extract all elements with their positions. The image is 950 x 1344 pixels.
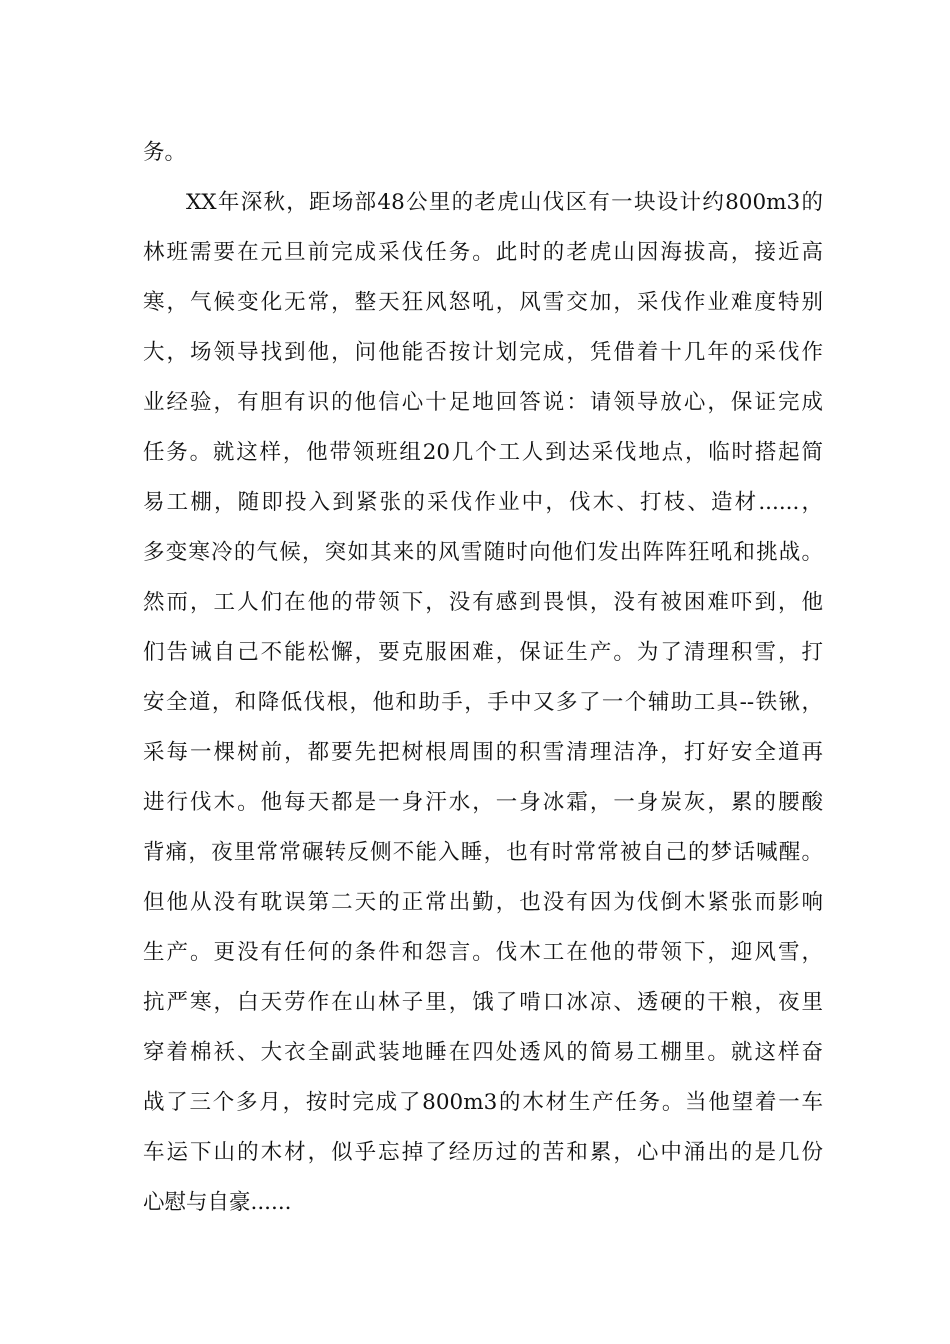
- text-line: 林班需要在元旦前完成采伐任务。此时的老虎山因海拔高，接近高: [143, 240, 823, 265]
- text-line: 然而，工人们在他的带领下，没有感到畏惧，没有被困难吓到，他: [143, 590, 823, 615]
- text-line: 大，场领导找到他，问他能否按计划完成，凭借着十几年的采伐作: [143, 340, 823, 365]
- text-line: 车运下山的木材，似乎忘掉了经历过的苦和累，心中涌出的是几份: [143, 1140, 823, 1165]
- text-line: 进行伐木。他每天都是一身汗水，一身冰霜，一身炭灰，累的腰酸: [143, 790, 823, 815]
- text-line: 务。: [143, 140, 187, 165]
- text-line: 寒，气候变化无常，整天狂风怒吼，风雪交加，采伐作业难度特别: [143, 290, 823, 315]
- text-line: 易工棚，随即投入到紧张的采伐作业中，伐木、打枝、造材......，: [143, 490, 823, 515]
- text-line: 抗严寒，白天劳作在山林子里，饿了啃口冰凉、透硬的干粮，夜里: [143, 990, 823, 1015]
- paragraph-first-line: XX年深秋，距场部48公里的老虎山伐区有一块设计约800m3的: [186, 190, 823, 215]
- text-line: 背痛，夜里常常碾转反侧不能入睡，也有时常常被自己的梦话喊醒。: [143, 840, 823, 865]
- text-line: 生产。更没有任何的条件和怨言。伐木工在他的带领下，迎风雪，: [143, 940, 823, 965]
- text-line: 心慰与自豪......: [143, 1190, 292, 1215]
- text-line: 任务。就这样，他带领班组20几个工人到达采伐地点，临时搭起简: [143, 440, 823, 465]
- text-line: 但他从没有耽误第二天的正常出勤，也没有因为伐倒木紧张而影响: [143, 890, 823, 915]
- text-line: 战了三个多月，按时完成了800m3的木材生产任务。当他望着一车: [143, 1090, 823, 1115]
- text-line: 穿着棉袄、大衣全副武装地睡在四处透风的简易工棚里。就这样奋: [143, 1040, 823, 1065]
- text-line: 业经验，有胆有识的他信心十足地回答说：请领导放心，保证完成: [143, 390, 823, 415]
- text-line: 们告诫自己不能松懈，要克服困难，保证生产。为了清理积雪，打: [143, 640, 823, 665]
- text-line: 多变寒冷的气候，突如其来的风雪随时向他们发出阵阵狂吼和挑战。: [143, 540, 823, 565]
- body-text: [143, 128, 823, 1228]
- text-line: 采每一棵树前，都要先把树根周围的积雪清理洁净，打好安全道再: [143, 740, 823, 765]
- text-line: 安全道，和降低伐根，他和助手，手中又多了一个辅助工具--铁锹，: [143, 690, 823, 715]
